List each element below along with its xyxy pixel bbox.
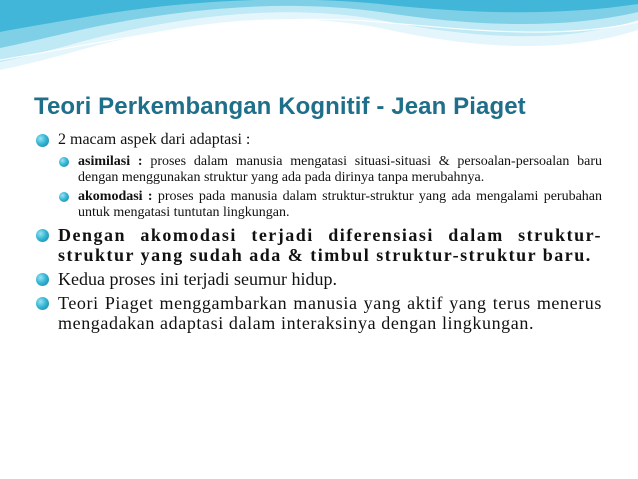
bullet-piaget-theory xyxy=(34,293,602,333)
definition-akomodasi: proses pada manusia dalam struktur-struktur yang ada mengalami perubahan untuk mengatasi tuntutan lingkungan. xyxy=(78,189,602,220)
sub-bullet-akomodasi xyxy=(58,189,602,221)
sub-bullet-asimilasi xyxy=(58,154,602,186)
header-wave-decoration xyxy=(0,0,638,80)
slide-content xyxy=(34,131,602,337)
bullet-text: Kedua proses ini terjadi seumur hidup. xyxy=(58,269,337,289)
term-akomodasi: akomodasi : xyxy=(78,189,153,204)
bullet-akomodasi-differentiation xyxy=(34,225,602,265)
slide-title: Teori Perkembangan Kognitif - Jean Piaget xyxy=(34,93,526,120)
bullet-lifelong-process xyxy=(34,269,602,289)
bullet-text: Teori Piaget menggambarkan manusia yang aktif yang terus menerus mengadakan adaptasi dalam interaksinya dengan lingkungan. xyxy=(58,293,602,333)
term-asimilasi: asimilasi : xyxy=(78,154,143,169)
definition-asimilasi: proses dalam manusia mengatasi situasi-situasi & persoalan-persoalan baru dengan menggunakan struktur yang ada pada dirinya tanpa merubahnya. xyxy=(78,154,602,185)
bullet-text: Dengan akomodasi terjadi diferensiasi dalam struktur-struktur yang sudah ada & timbul struktur-struktur baru. xyxy=(58,225,602,265)
bullet-text: 2 macam aspek dari adaptasi : xyxy=(58,131,251,148)
bullet-adaptation-aspects xyxy=(34,131,602,149)
